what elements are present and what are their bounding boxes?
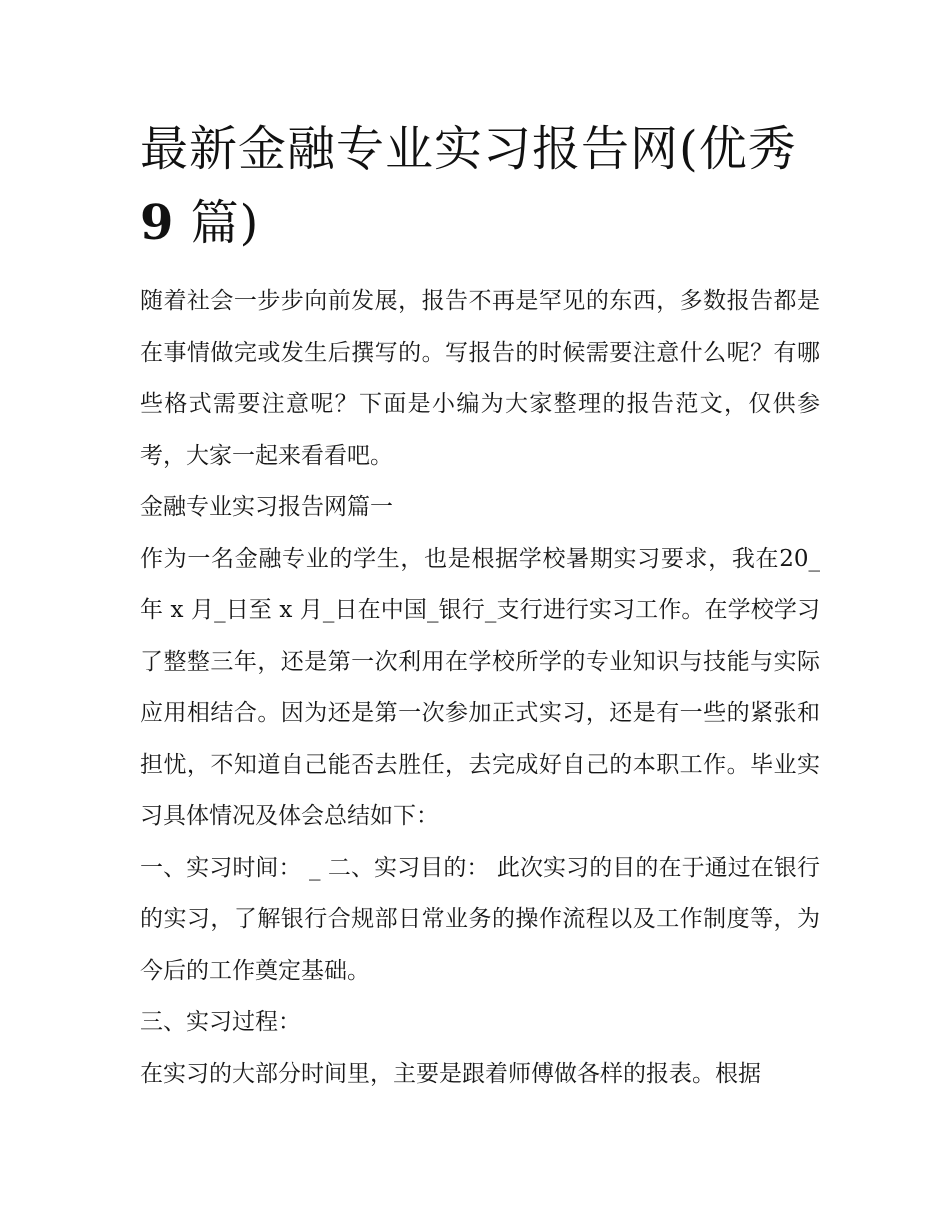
subsection-heading: 三、实习过程： <box>140 1009 301 1035</box>
body-paragraph: 一、实习时间： _ 二、实习目的： 此次实习的目的在于通过在银行的实习，了解银行合规部日常业务的操作流程以及工作制度等，为今后的工作奠定基础。 <box>140 854 820 984</box>
body-paragraph: 在实习的大部分时间里，主要是跟着师傅做各样的报表。根据 <box>140 1060 761 1087</box>
body-paragraph: 作为一名金融专业的学生，也是根据学校暑期实习要求，我在20_年 x 月_日至 x 月_日在中国_银行_支行进行实习工作。在学校学习了整整三年，还是第一次利用在学校所学的专业知识与技能与实际应用相结合。因为还是第一次参加正式实习，还是有一些的紧张和担忧，不知道自己能否去胜任，去完成好自己的本职工作。毕业实习具体情况及体会总结如下： <box>140 545 820 829</box>
title-tail: 篇) <box>174 195 260 251</box>
document-body <box>140 276 820 1100</box>
intro-paragraph: 随着社会一步步向前发展，报告不再是罕见的东西，多数报告都是在事情做完或发生后撰写的。写报告的时候需要注意什么呢？有哪些格式需要注意呢？下面是小编为大家整理的报告范文，仅供参考，大家一起来看看吧。 <box>140 288 820 469</box>
document-title <box>140 112 830 260</box>
title-number: 9 <box>140 195 175 251</box>
title-main: 最新金融专业实习报告网(优秀 <box>140 121 797 177</box>
section-heading: 金融专业实习报告网篇一 <box>140 494 393 520</box>
